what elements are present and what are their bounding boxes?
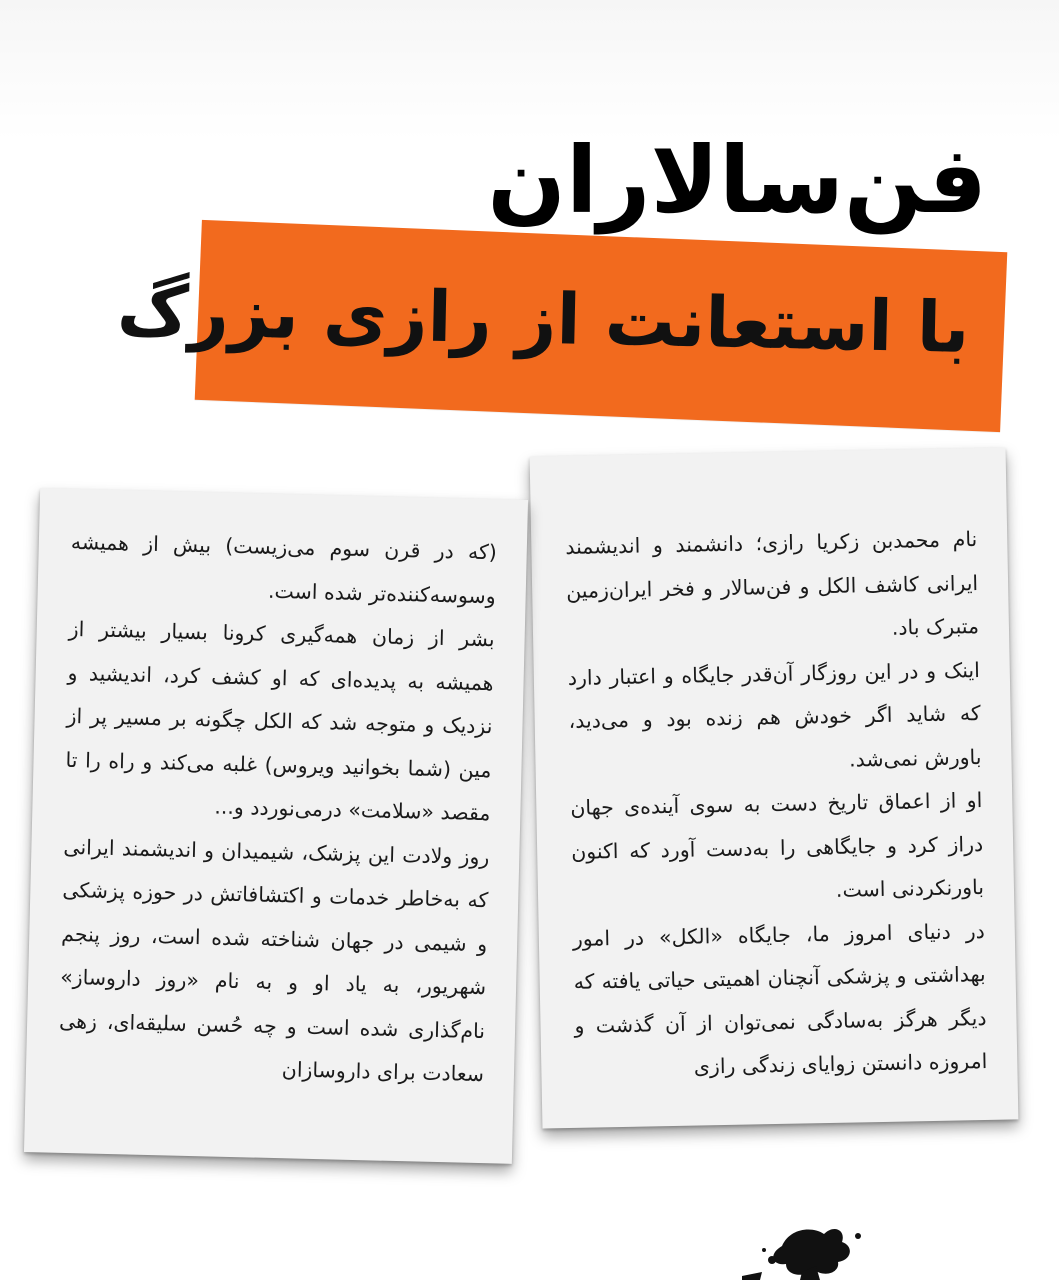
right-paragraph-1: نام محمدبن زکریا رازی؛ دانشمند و اندیشمند ایرانی کاشف الکل و فن‌سالار و فخر ایران‌زمین متبرک باد. xyxy=(565,527,980,640)
ink-splash-decoration xyxy=(742,1216,872,1280)
left-paragraph-1: (که در قرن سوم می‌زیست) بیش از همیشه وسوسه‌کننده‌تر شده است. xyxy=(70,529,498,608)
right-paragraph-2: اینک و در این روزگار آن‌قدر جایگاه و اعتبار دارد که شاید اگر خودش هم زنده بود و می‌دید، باورش نمی‌شد. xyxy=(567,657,982,772)
left-paragraph-3: روز ولادت این پزشک، شیمیدان و اندیشمند ایرانی که به‌خاطر خدمات و اکتشافاتش در حوزه پزشکی و شیمی در جهان شناخته شده است، روز پنجم شهریور، به یاد او و به نام «روز داروساز» نام‌گذاری شده است و چه حُسن سلیقه‌ای، زهی سعادت برای داروسازان xyxy=(58,834,490,1087)
right-paragraph-3: او از اعماق تاریخ دست به سوی آینده‌ی جهان دراز کرد و جایگاهی را به‌دست آورد که اکنون باورنکردنی است. xyxy=(570,788,985,902)
right-text-card xyxy=(530,447,1019,1128)
right-paragraph-4: در دنیای امروز ما، جایگاه «الکل» در امور بهداشتی و پزشکی آنچنان اهمیتی حیاتی یافته که دیگر هرگز به‌سادگی نمی‌توان از آن گذشت و امروزه دانستن زوایای زندگی رازی xyxy=(572,918,988,1079)
banner-subtitle: با استعانت از رازی بزرگ xyxy=(115,269,970,369)
left-text-card xyxy=(24,488,528,1164)
page-title: فن‌سالاران xyxy=(487,127,987,234)
left-paragraph-2: بشر از زمان همه‌گیری کرونا بسیار بیشتر از همیشه به پدیده‌ای که او کشف کرد، اندیشید و نزدیک و متوجه شد که الکل چگونه بر مسیر پر از مین (شما بخوانید ویروس) غلبه می‌کند و راه را تا مقصد «سلامت» درمی‌نوردد و... xyxy=(65,616,495,826)
